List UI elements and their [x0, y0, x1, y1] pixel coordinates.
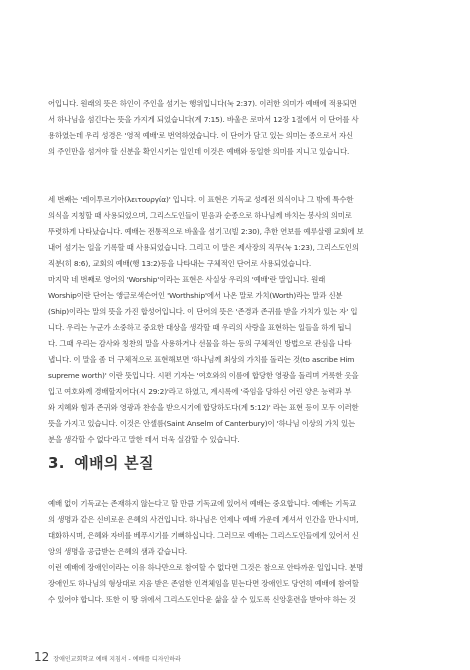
text-line: 내어 섬기는 일을 기록할 때 사용되었습니다. 그리고 이 말은 제사장의 직무(눅 1:23), 그리스도인의 — [48, 243, 359, 252]
section-number: 3. — [48, 454, 65, 472]
running-title: 장애인교회학교 예배 지침서 - 예배를 디자인하라 — [53, 656, 181, 663]
text-line: Worship이란 단어는 앵글로색슨어인 'Worthship'에서 나온 말로 가치(Worth)라는 말과 신분 — [48, 291, 343, 300]
section-heading — [48, 452, 154, 473]
text-line: 뜻을 가지고 있습니다. 이것은 안셀름(Saint Anselm of Canterbury)이 '하나님 이상의 가치 있는 — [48, 419, 356, 428]
text-line: 니다. 우리는 누군가 소중하고 중요한 대상을 생각할 때 우리의 사랑을 표현하는 일들을 하게 됩니 — [48, 323, 352, 332]
text-line: 수 있어야 합니다. 또한 이 땅 위에서 그리스도인다운 삶을 살 수 있도록 신앙훈련을 받아야 하는 것 — [48, 595, 356, 604]
text-line: 어입니다. 원래의 뜻은 하인이 주인을 섬기는 행위입니다(눅 2:37). 이러한 의미가 예배에 적용되면 — [48, 99, 357, 108]
text-line: 세 번째는 '레이투르기아(λειτουργία)' 입니다. 이 표현은 기독교 성례전 의식이나 그 밖에 특수한 — [48, 195, 354, 204]
page-number: 12 — [34, 650, 50, 664]
text-line: supreme worth)' 이란 뜻입니다. 시편 기자는 '여호와의 이름에 합당한 영광을 돌리며 거룩한 옷을 — [48, 371, 359, 380]
text-line: 이런 예배에 장애인이라는 이유 하나만으로 참여할 수 없다면 그것은 참으로 안타까운 일입니다. 분명 — [48, 563, 364, 572]
paragraph-essence-of-worship — [48, 496, 418, 608]
section-title-text: 예배의 본질 — [74, 454, 154, 472]
text-line: (Ship)이라는 말의 뜻을 가진 합성어입니다. 이 단어의 뜻은 '존경과 존귀를 받을 가치가 있는 자' 입 — [48, 307, 358, 316]
text-line: 다. 그때 우리는 감사와 칭찬의 말을 사용하거나 선물을 하는 등의 구체적인 방법으로 관심을 나타 — [48, 339, 352, 348]
text-line: 의 생명과 같은 신비로운 은혜의 사건입니다. 하나님은 언제나 예배 가운데 계셔서 인간을 만나시며, — [48, 515, 359, 524]
text-line: 직분(히 8:6), 교회의 예배(행 13:2)등을 나타내는 구체적인 단어로 사용되었습니다. — [48, 259, 312, 268]
text-line: 대화하시며, 은혜와 자비를 베푸시기를 기뻐하십니다. 그러므로 예배는 그리스도인들에게 있어서 신 — [48, 531, 359, 540]
text-line: 서 하나님을 섬긴다는 뜻을 가지게 되었습니다(계 7:15). 바울은 로마서 12장 1절에서 이 단어를 사 — [48, 115, 359, 124]
page-footer — [34, 650, 181, 664]
paragraph-latreia — [48, 96, 418, 160]
text-line: 앙의 생명을 공급받는 은혜의 샘과 같습니다. — [48, 547, 188, 556]
text-line: 분을 생각할 수 없다'라고 말한 데서 더욱 실감할 수 있습니다. — [48, 435, 240, 444]
text-line: 장애인도 하나님의 형상대로 지음 받은 존엄한 인격체임을 믿는다면 장애인도 당연히 예배에 참여할 — [48, 579, 359, 588]
text-line: 와 지혜와 힘과 존귀와 영광과 찬송을 받으시기에 합당하도다(계 5:12)' 라는 표현 등이 모두 이러한 — [48, 403, 359, 412]
text-line: 용하였는데 우리 성경은 '영적 예배'로 번역하였습니다. 이 단어가 담고 있는 의미는 종으로서 자신 — [48, 131, 353, 140]
text-line: 예배 없이 기독교는 존재하지 않는다고 할 만큼 기독교에 있어서 예배는 중요합니다. 예배는 기독교 — [48, 499, 357, 508]
text-line: 의식을 지칭할 때 사용되었으며, 그리스도인들이 믿음과 순종으로 하나님께 바치는 봉사의 의미로 — [48, 211, 352, 220]
text-line: 의 주인만을 섬겨야 할 신분을 확인시키는 일인데 이것은 예배와 동일한 의미를 지니고 있습니다. — [48, 147, 350, 156]
text-line: 입고 여호와께 경배할지어다(시 29:2)'라고 하였고, 계시록에 '죽임을 당하신 어린 양은 능력과 부 — [48, 387, 352, 396]
text-line: 뚜렷하게 나타났습니다. 예배는 전통적으로 바울을 섬기고(빌 2:30), 추한 연보를 예루살렘 교회에 보 — [48, 227, 364, 236]
text-line: 마지막 네 번째로 영어의 'Worship'이라는 표현은 사실상 우리의 '예배'란 말입니다. 원래 — [48, 275, 326, 284]
paragraph-leitourgia-worship — [48, 192, 418, 448]
text-line: 냅니다. 이 말을 좀 더 구체적으로 표현해보면 '하나님께 최상의 가치를 돌리는 것(to ascribe Him — [48, 355, 355, 364]
